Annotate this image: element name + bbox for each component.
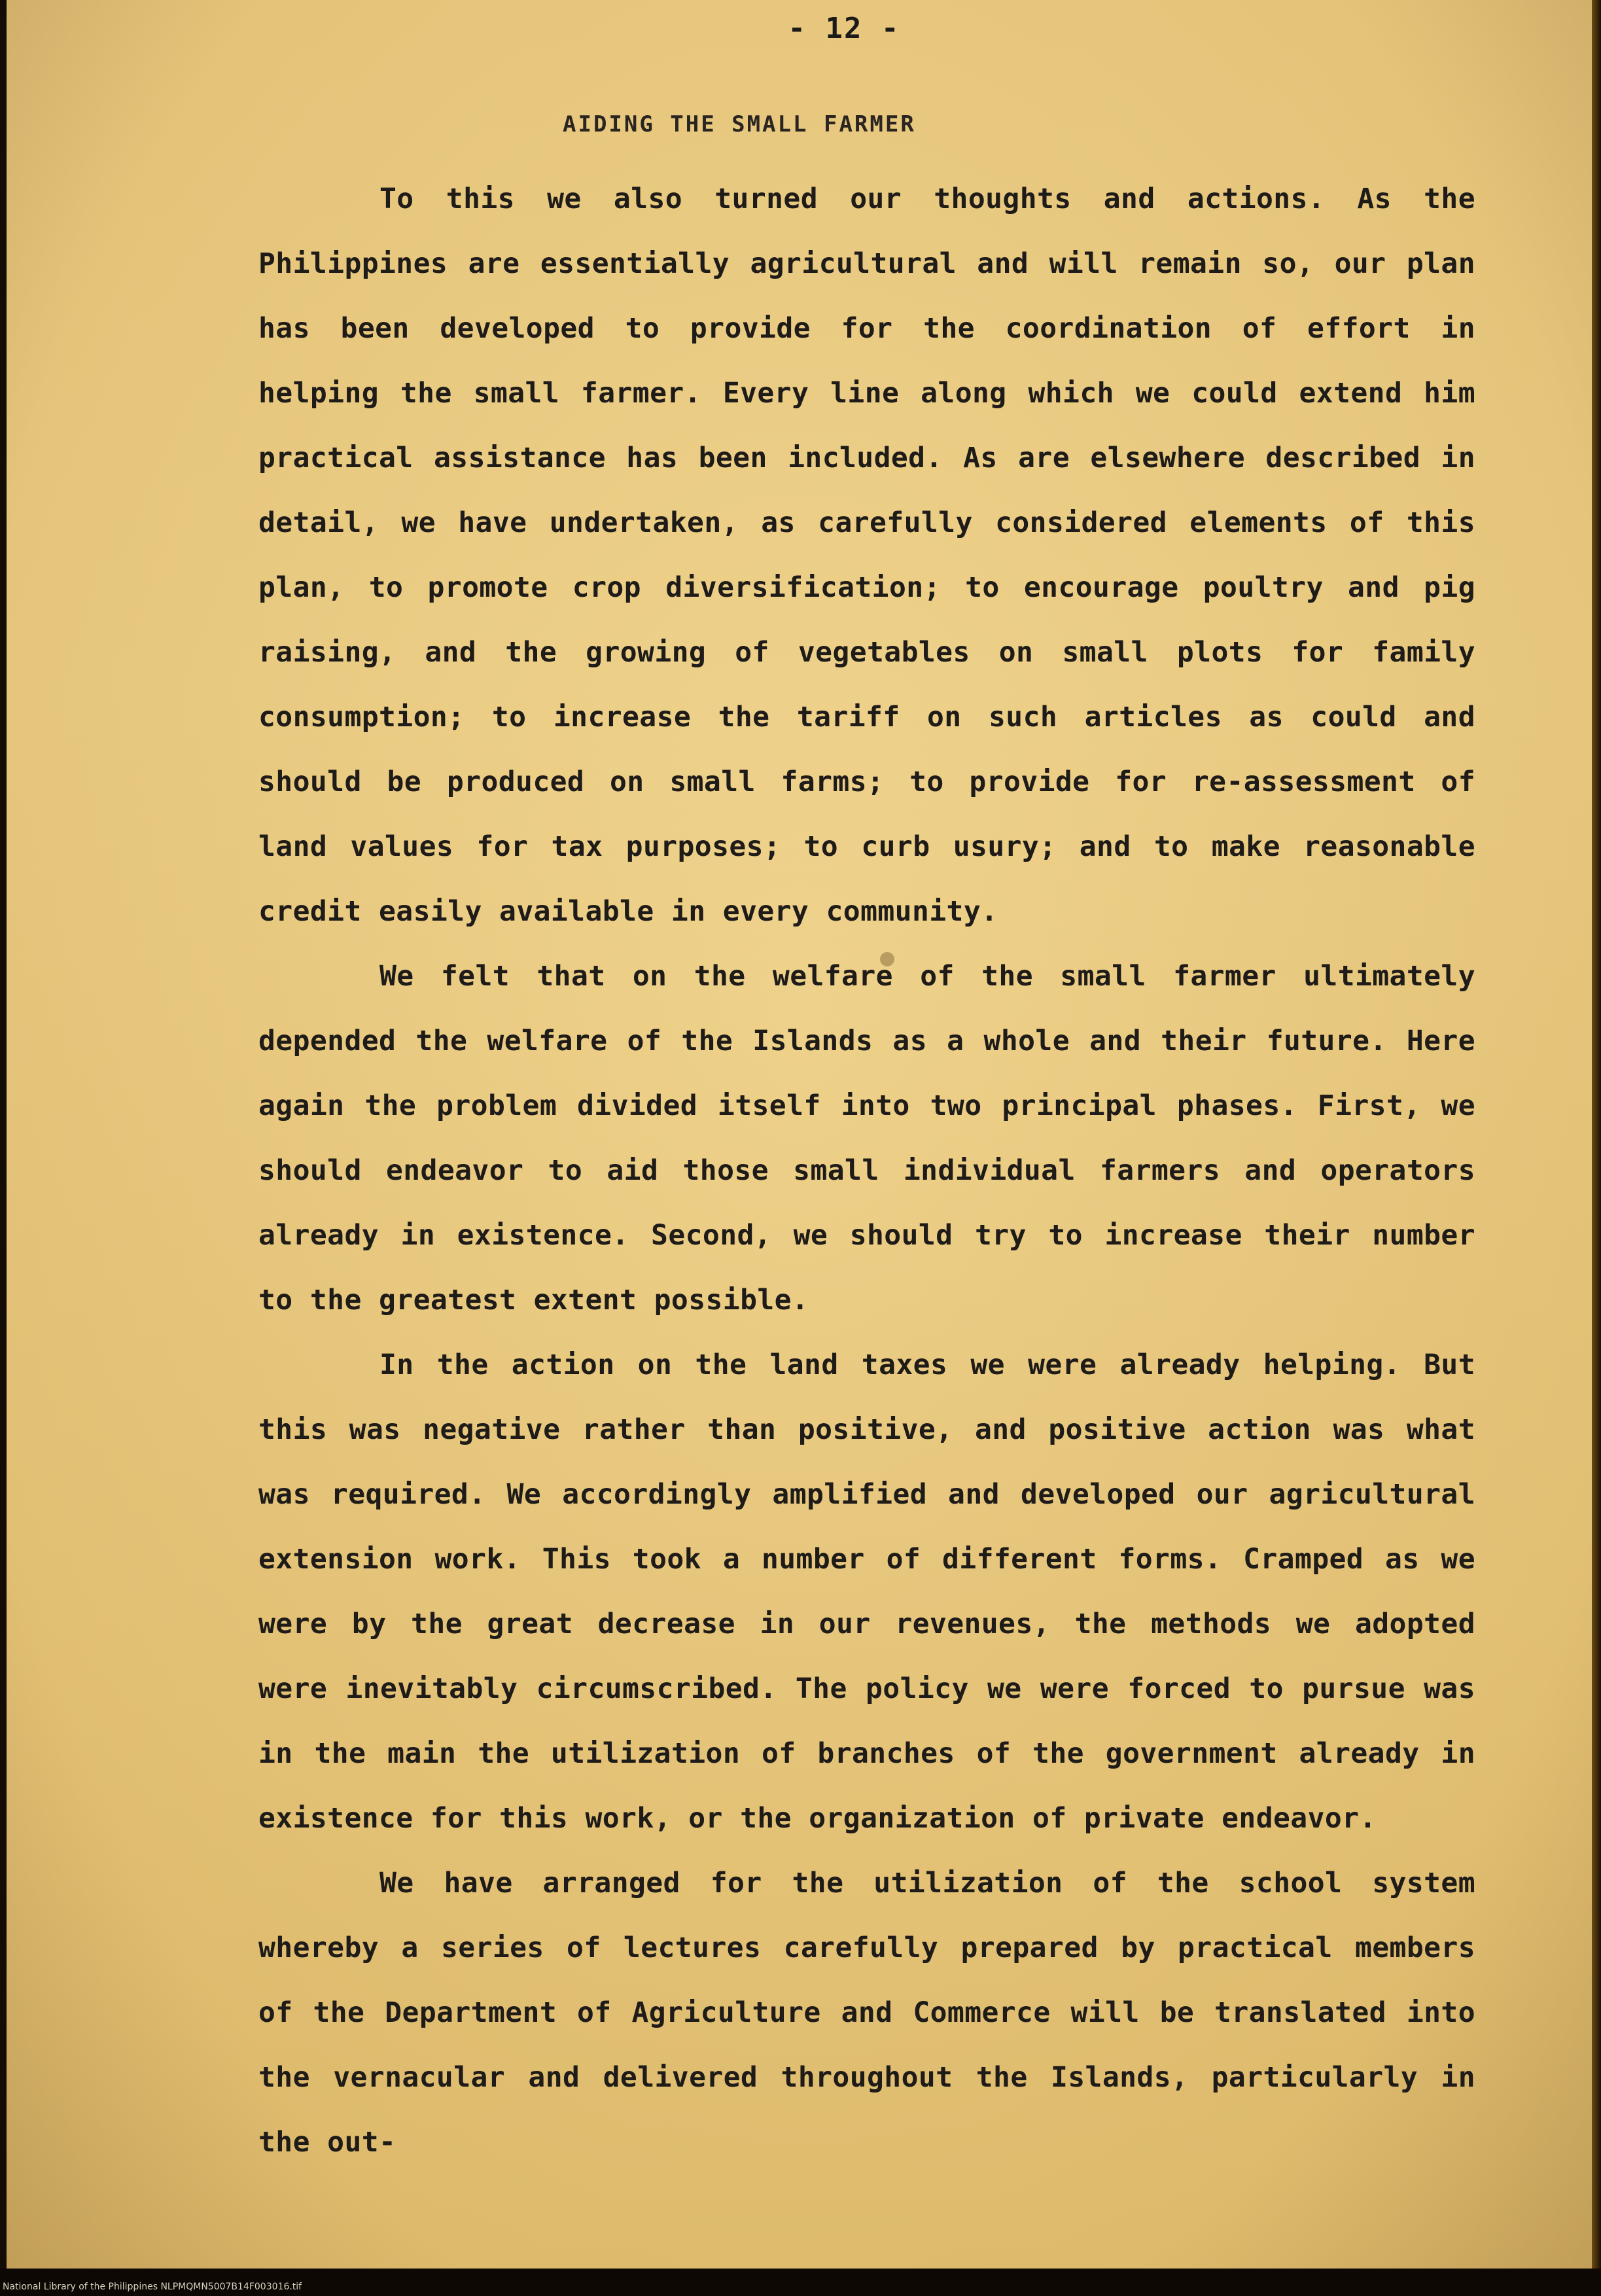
paragraph-3: In the action on the land taxes we were already helping. But this was negative rather than positive, and positive action was what was required. We accordingly amplified and developed our agricultural extension work. This took a number of different forms. Cramped as we were by the great decrease in our revenues, the methods we adopted were inevitably circumscribed. The policy we were forced to pursue was in the main the utilization of branches of the government already in existence for this work, or the organization of private endeavor.	[258, 1349, 1475, 1835]
paragraph-1: To this we also turned our thoughts and actions. As the Philippines are essentially agricultural and will remain so, our plan has been developed to provide for the coordination of effort in helping the small farmer. Every line along which we could extend him practical assistance has been included. As are elsewhere described in detail, we have undertaken, as carefully considered elements of this plan, to promote crop diversification; to encourage poultry and pig raising, and the growing of vegetables on small plots for family consumption; to increase the tariff on such articles as could and should be produced on small farms; to provide for re-assessment of land values for tax purposes; to curb usury; and to make reasonable credit easily available in every community.	[258, 183, 1475, 928]
section-heading: AIDING THE SMALL FARMER	[563, 111, 916, 137]
scan-edge-left	[0, 0, 7, 2296]
paragraph-2: We felt that on the welfare of the small farmer ultimately depended the welfare of the Islands as a whole and their future. Here again the problem divided itself into two principal phases. First, we should endeavor to aid those small individual farmers and operators already in existence. Second, we should try to increase their number to the greatest extent possible.	[258, 960, 1475, 1316]
body-text	[258, 167, 1475, 2175]
archive-stamp: National Library of the Philippines NLPMQMN5007B14F003016.tif	[3, 2282, 302, 2292]
scan-edge-right	[1592, 0, 1601, 2296]
paragraph-4: We have arranged for the utilization of the school system whereby a series of lectures carefully prepared by practical members of the Department of Agriculture and Commerce will be translated into the vernacular and delivered throughout the Islands, particularly in the out-	[258, 1867, 1475, 2159]
page-number: - 12 -	[788, 12, 900, 45]
